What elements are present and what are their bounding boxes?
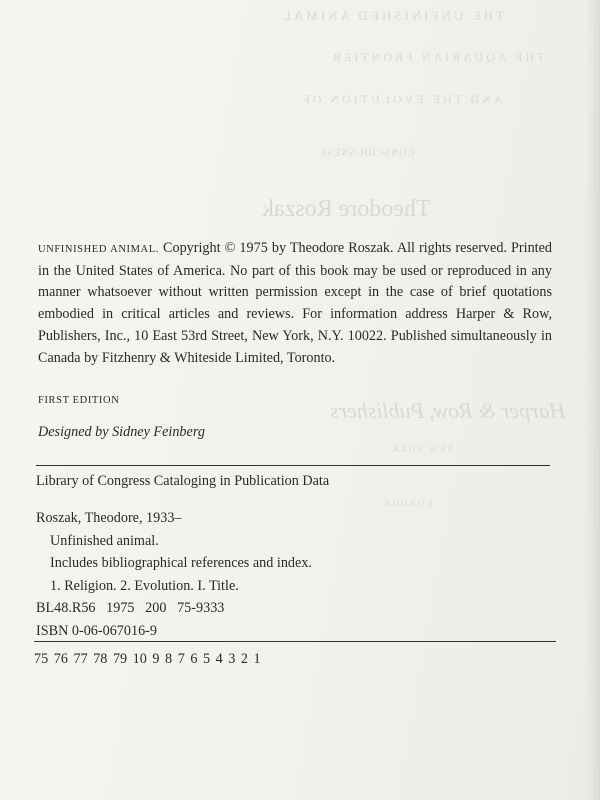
bleed-through-text: Harper & Row, Publishers — [330, 398, 566, 423]
cip-author: Roszak, Theodore, 1933– — [36, 510, 182, 526]
cip-heading: Library of Congress Cataloging in Publication Data — [36, 473, 330, 489]
cip-title: Unfinished animal. — [50, 532, 159, 549]
cip-note: Includes bibliographical references and index. — [50, 555, 312, 571]
designer-credit: Designed by Sidney Feinberg — [38, 424, 205, 440]
divider-top — [36, 465, 550, 466]
bleed-through-text: AND THE EVOLUTION OF — [300, 92, 503, 106]
edition-label: FIRST EDITION — [38, 395, 120, 406]
copyright-notice — [38, 238, 552, 369]
bleed-through-text: THE AQUARIAN FRONTIER — [330, 50, 545, 64]
cip-call-number: BL48.R56 1975 200 75-9333 — [36, 600, 225, 616]
copyright-text: Copyright © 1975 by Theodore Roszak. All rights reserved. Printed in the United States of America. No part of this book may be used or reproduced in any manner whatsoever without written permission except in the case of brief quotations embodied in critical articles and reviews. For information address Harper & Row, Publishers, Inc., 10 East 53rd Street, New York, N.Y. 10022. Published simultaneously in Canada by Fitzhenry & Whiteside Limited, Toronto. — [38, 240, 552, 366]
divider-bottom — [34, 641, 556, 642]
cip-block — [36, 507, 312, 642]
printing-line: 75 76 77 78 79 10 9 8 7 6 5 4 3 2 1 — [34, 651, 261, 667]
cip-isbn: ISBN 0-06-067016-9 — [36, 622, 157, 639]
bleed-through-text: THE UNFINISHED ANIMAL — [280, 8, 505, 23]
book-title-smallcaps: UNFINISHED ANIMAL. — [38, 244, 159, 255]
bleed-through-text: Theodore Roszak — [262, 196, 431, 222]
cip-subjects: 1. Religion. 2. Evolution. I. Title. — [50, 577, 239, 594]
bleed-through-text: LONDON — [382, 498, 432, 508]
bleed-through-text: CONSCIOUSNESS — [320, 148, 415, 159]
spine-shadow — [585, 0, 600, 800]
bleed-through-text: NEW YORK — [390, 444, 454, 454]
